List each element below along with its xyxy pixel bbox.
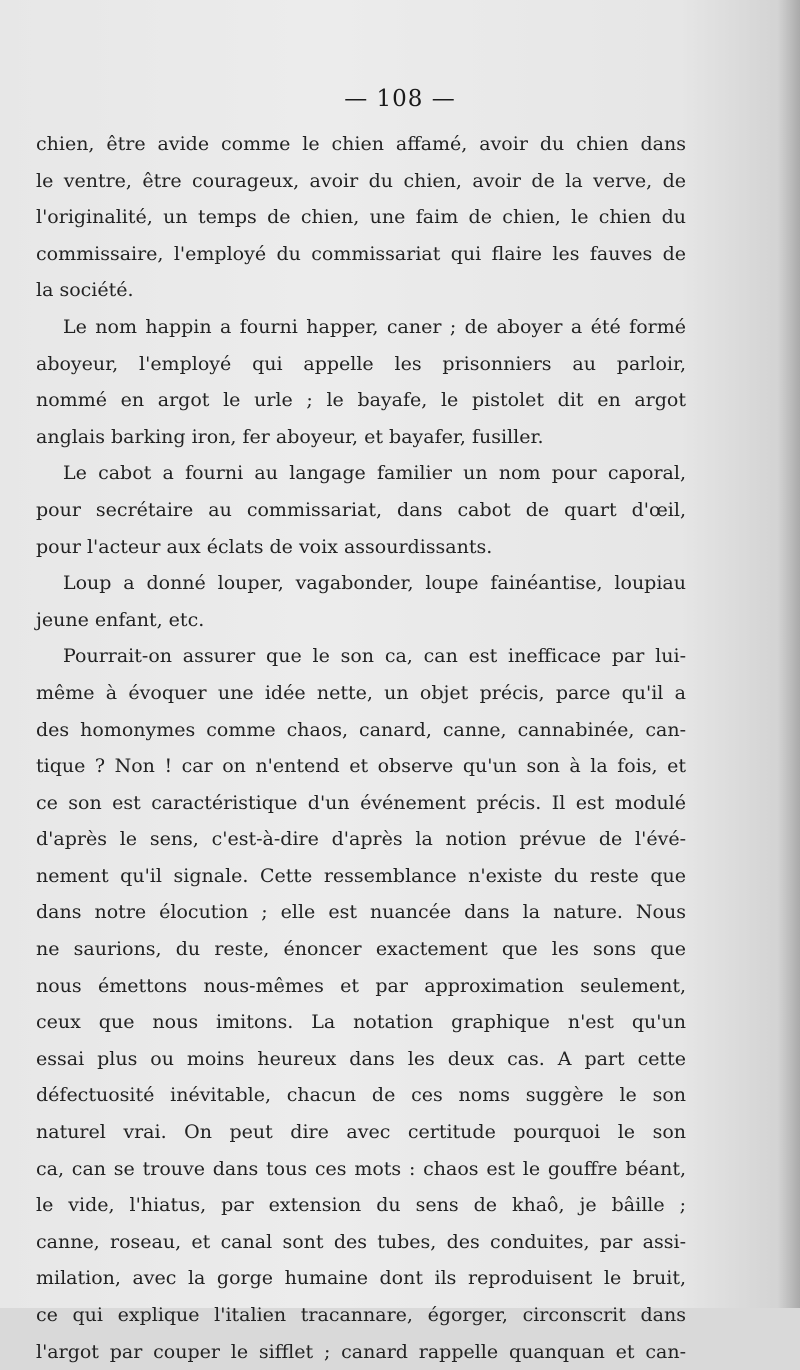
text-line: ce son est caractéristique d'un événement précis. Il est modulé bbox=[36, 791, 686, 814]
text-line: ce qui explique l'italien tracannare, égorger, circonscrit dans bbox=[36, 1304, 686, 1326]
text-line: d'après le sens, c'est-à-dire d'après la notion prévue de l'évé- bbox=[36, 828, 686, 851]
page-number: — 108 — bbox=[344, 86, 456, 112]
text-line: nement qu'il signale. Cette ressemblance n'existe du reste que bbox=[36, 864, 686, 887]
text-line: défectuosité inévitable, chacun de ces noms suggère le son bbox=[36, 1084, 686, 1107]
text-line: commissaire, l'employé du commissariat qui flaire les fauves de bbox=[36, 242, 686, 265]
text-line: même à évoquer une idée nette, un objet précis, parce qu'il a bbox=[36, 681, 686, 704]
text-line: milation, avec la gorge humaine dont ils reproduisent le bruit, bbox=[36, 1267, 686, 1290]
text-line: aboyeur, l'employé qui appelle les prisonniers au parloir, bbox=[36, 352, 686, 375]
text-line: jeune enfant, etc. bbox=[36, 608, 205, 631]
text-line: ca, can se trouve dans tous ces mots : chaos est le gouffre béant, bbox=[36, 1157, 686, 1180]
text-line: le ventre, être courageux, avoir du chien, avoir de la verve, de bbox=[36, 169, 686, 192]
text-line: Le nom happin a fourni happer, caner ; de aboyer a été formé bbox=[63, 315, 686, 338]
text-line: essai plus ou moins heureux dans les deux cas. A part cette bbox=[36, 1047, 686, 1070]
text-line: naturel vrai. On peut dire avec certitude pourquoi le son bbox=[36, 1121, 686, 1144]
text-line: la société. bbox=[36, 279, 134, 302]
text-line: nous émettons nous-mêmes et par approximation seulement, bbox=[36, 974, 686, 997]
text-line: pour l'acteur aux éclats de voix assourdissants. bbox=[36, 535, 493, 558]
text-line: dans notre élocution ; elle est nuancée dans la nature. Nous bbox=[36, 901, 686, 924]
text-line: tique ? Non ! car on n'entend et observe qu'un son à la fois, et bbox=[36, 755, 686, 778]
text-line: anglais barking iron, fer aboyeur, et bayafer, fusiller. bbox=[36, 425, 544, 448]
text-line: Le cabot a fourni au langage familier un nom pour caporal, bbox=[63, 462, 686, 485]
text-line: des homonymes comme chaos, canard, canne, cannabinée, can- bbox=[36, 718, 686, 741]
text-line: l'originalité, un temps de chien, une faim de chien, le chien du bbox=[36, 206, 686, 229]
text-line: Pourrait-on assurer que le son ca, can est inefficace par lui- bbox=[63, 645, 686, 668]
text-line: canne, roseau, et canal sont des tubes, des conduites, par assi- bbox=[36, 1230, 686, 1253]
body-text bbox=[36, 126, 686, 1370]
text-line: Loup a donné louper, vagabonder, loupe fainéantise, loupiau bbox=[63, 572, 686, 595]
text-line: l'argot par couper le sifflet ; canard rappelle quanquan et can- bbox=[36, 1340, 686, 1363]
text-line: nommé en argot le urle ; le bayafe, le pistolet dit en argot bbox=[36, 389, 686, 412]
text-line: le vide, l'hiatus, par extension du sens de khaô, je bâille ; bbox=[36, 1194, 686, 1217]
text-line: ne saurions, du reste, énoncer exactement que les sons que bbox=[36, 938, 686, 961]
text-line: chien, être avide comme le chien affamé, avoir du chien dans bbox=[36, 133, 686, 155]
page-spine-shadow bbox=[778, 0, 800, 1308]
text-line: ceux que nous imitons. La notation graphique n'est qu'un bbox=[36, 1011, 686, 1034]
text-line: pour secrétaire au commissariat, dans cabot de quart d'œil, bbox=[36, 498, 686, 521]
